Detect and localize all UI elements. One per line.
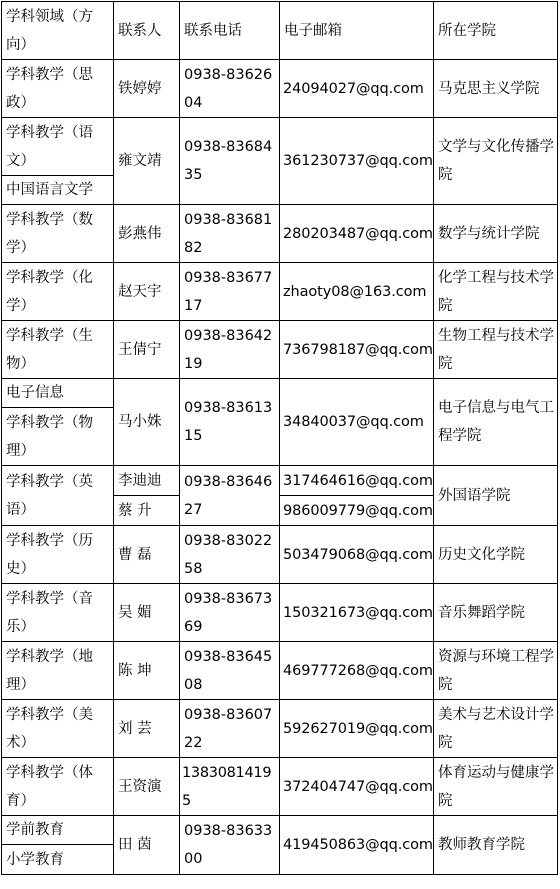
- table-row: [2, 466, 558, 496]
- table-row: [2, 526, 558, 584]
- email-cell-secondary: 986009779@qq.com: [280, 496, 434, 526]
- header-college: 所在学院: [434, 2, 558, 60]
- phone-cell: 0938-8364219: [180, 321, 280, 379]
- email-cell: 34840037@qq.com: [280, 379, 434, 466]
- phone-cell: 0938-8364508: [180, 642, 280, 700]
- table-row: [2, 379, 558, 408]
- college-cell: 教师教育学院: [434, 816, 558, 875]
- phone-cell: 0938-8368182: [180, 205, 280, 263]
- contact-cell: 彭燕伟: [114, 205, 180, 263]
- table-row: [2, 816, 558, 845]
- college-cell: 外国语学院: [434, 466, 558, 526]
- contact-cell: 陈 坤: [114, 642, 180, 700]
- header-phone: 联系电话: [180, 2, 280, 60]
- field-cell: 学科教学（历史）: [2, 526, 114, 584]
- phone-cell: 0938-8360722: [180, 700, 280, 758]
- phone-cell: 0938-8368435: [180, 118, 280, 205]
- field-cell: 学科教学（数学）: [2, 205, 114, 263]
- phone-cell: 0938-8367369: [180, 584, 280, 642]
- college-cell: 马克思主义学院: [434, 60, 558, 118]
- college-cell: 文学与文化传播学院: [434, 118, 558, 205]
- college-cell: 化学工程与技术学院: [434, 263, 558, 321]
- field-cell: 学科教学（地理）: [2, 642, 114, 700]
- contact-cell: 王倩宁: [114, 321, 180, 379]
- phone-cell: 0938-8367717: [180, 263, 280, 321]
- contact-cell: 吴 媚: [114, 584, 180, 642]
- phone-cell: 0938-8364627: [180, 466, 280, 526]
- field-cell: 学科教学（化学）: [2, 263, 114, 321]
- email-cell: 469777268@qq.com: [280, 642, 434, 700]
- table-row: [2, 642, 558, 700]
- header-contact: 联系人: [114, 2, 180, 60]
- contact-cell: 铁婷婷: [114, 60, 180, 118]
- contact-cell-secondary: 蔡 升: [114, 496, 180, 526]
- college-cell: 资源与环境工程学院: [434, 642, 558, 700]
- college-cell: 音乐舞蹈学院: [434, 584, 558, 642]
- email-cell: 280203487@qq.com: [280, 205, 434, 263]
- contact-cell: 刘 芸: [114, 700, 180, 758]
- contact-cell: 马小姝: [114, 379, 180, 466]
- college-cell: 生物工程与技术学院: [434, 321, 558, 379]
- table-row: [2, 263, 558, 321]
- phone-cell: 13830814195: [180, 758, 280, 816]
- header-field: 学科领域（方向）: [2, 2, 114, 60]
- field-cell: 学科教学（语文）: [2, 118, 114, 176]
- table-row: [2, 60, 558, 118]
- table-row: [2, 118, 558, 176]
- contact-cell: 雍文靖: [114, 118, 180, 205]
- table-row: [2, 584, 558, 642]
- contact-table: [1, 1, 558, 875]
- email-cell: 361230737@qq.com: [280, 118, 434, 205]
- email-cell: 419450863@qq.com: [280, 816, 434, 875]
- email-cell: 24094027@qq.com: [280, 60, 434, 118]
- contact-cell: 李迪迪: [114, 466, 180, 496]
- field-cell: 学科教学（思政）: [2, 60, 114, 118]
- field-cell: 学科教学（生物）: [2, 321, 114, 379]
- header-email: 电子邮箱: [280, 2, 434, 60]
- phone-cell: 0938-8363300: [180, 816, 280, 875]
- email-cell: 503479068@qq.com: [280, 526, 434, 584]
- contact-cell: 王资演: [114, 758, 180, 816]
- contact-cell: 赵天宇: [114, 263, 180, 321]
- college-cell: 数学与统计学院: [434, 205, 558, 263]
- field-cell-secondary: 小学教育: [2, 845, 114, 875]
- field-cell: 学科教学（美术）: [2, 700, 114, 758]
- college-cell: 美术与艺术设计学院: [434, 700, 558, 758]
- email-cell: zhaoty08@163.com: [280, 263, 434, 321]
- table-row: [2, 700, 558, 758]
- email-cell: 592627019@qq.com: [280, 700, 434, 758]
- email-cell: 317464616@qq.com: [280, 466, 434, 496]
- table-row: [2, 758, 558, 816]
- field-cell: 电子信息: [2, 379, 114, 408]
- field-cell-secondary: 学科教学（物理）: [2, 408, 114, 466]
- phone-cell: 0938-8361315: [180, 379, 280, 466]
- contact-cell: 曹 磊: [114, 526, 180, 584]
- table-row: [2, 205, 558, 263]
- field-cell-secondary: 中国语言文学: [2, 176, 114, 205]
- college-cell: 电子信息与电气工程学院: [434, 379, 558, 466]
- email-cell: 150321673@qq.com: [280, 584, 434, 642]
- table-header-row: [2, 2, 558, 60]
- phone-cell: 0938-8362604: [180, 60, 280, 118]
- college-cell: 体育运动与健康学院: [434, 758, 558, 816]
- college-cell: 历史文化学院: [434, 526, 558, 584]
- field-cell: 学科教学（体育）: [2, 758, 114, 816]
- email-cell: 372404747@qq.com: [280, 758, 434, 816]
- table-row: [2, 321, 558, 379]
- phone-cell: 0938-8302258: [180, 526, 280, 584]
- field-cell: 学科教学（英语）: [2, 466, 114, 526]
- email-cell: 736798187@qq.com: [280, 321, 434, 379]
- field-cell: 学科教学（音乐）: [2, 584, 114, 642]
- contact-cell: 田 茵: [114, 816, 180, 875]
- field-cell: 学前教育: [2, 816, 114, 845]
